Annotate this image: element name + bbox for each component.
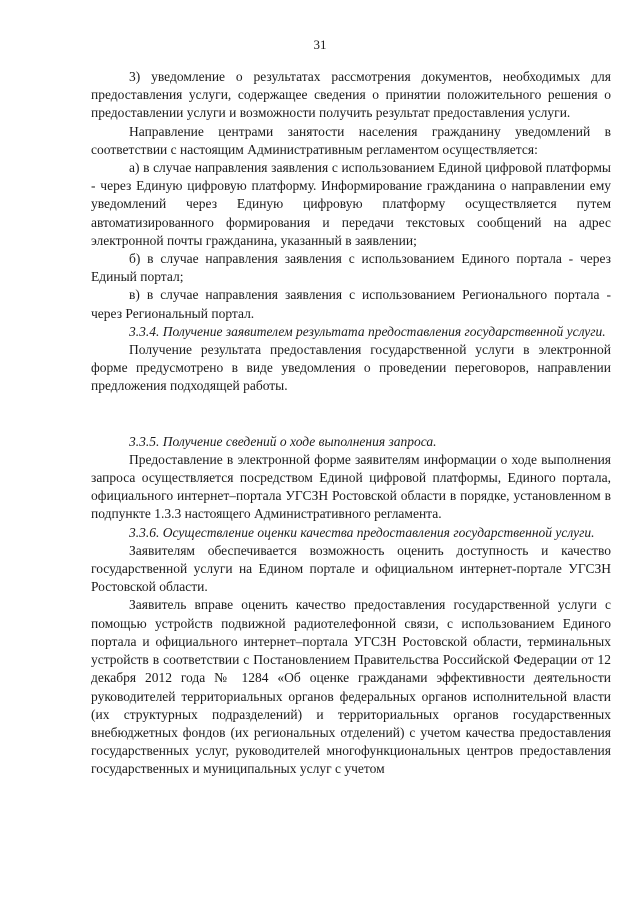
- paragraph-notification-item-3: 3) уведомление о результатах рассмотрения документов, необходимых для предоставления услуги, содержащее сведения о принятии положительного решения о предоставлении услуги и возможности получить результат предоставления услуги.: [91, 69, 611, 121]
- list-item-b: б) в случае направления заявления с использованием Единого портала - через Единый портал;: [91, 251, 611, 285]
- section-heading-3-3-4: 3.3.4. Получение заявителем результата предоставления государственной услуги.: [129, 323, 606, 339]
- document-body: [91, 68, 611, 779]
- paragraph-applicant-rights: Заявитель вправе оценить качество предоставления государственной услуги с помощью устройств подвижной радиотелефонной связи, с использованием Единого портала и официального интернет–портала УГСЗН Ростовской области, терминальных устройств в соответствии с Постановлением Правительства Российской Федерации от 12 декабря 2012 года № 1284 «Об оценке гражданами эффективности деятельности руководителей территориальных органов федеральных органов исполнительной власти (их структурных подразделений) и территориальных органов государственных внебюджетных фондов (их региональных отделений) с учетом качества предоставления государственных услуг, руководителей многофункциональных центров предоставления государственных и муниципальных услуг с учетом: [91, 597, 611, 777]
- page-number: 31: [313, 37, 327, 52]
- section-heading-3-3-5: 3.3.5. Получение сведений о ходе выполнения запроса.: [129, 433, 437, 449]
- list-item-c: в) в случае направления заявления с использованием Регионального портала - через Региональный портал.: [91, 287, 611, 321]
- paragraph-request-status: Предоставление в электронной форме заявителям информации о ходе выполнения запроса осуществляется посредством Единой цифровой платформы, Единого портала, официального интернет–портала УГСЗН Ростовской области в порядке, установленном в подпункте 1.3.3 настоящего Административного регламента.: [91, 451, 611, 522]
- section-spacer: [91, 396, 611, 433]
- section-heading-3-3-6: 3.3.6. Осуществление оценки качества предоставления государственной услуги.: [129, 524, 595, 540]
- paragraph-notification-delivery: Направление центрами занятости населения гражданину уведомлений в соответствии с настоящим Административным регламентом осуществляется:: [91, 123, 611, 157]
- paragraph-quality-assessment: Заявителям обеспечивается возможность оценить доступность и качество государственной услуги на Едином портале и официальном интернет-портале УГСЗН Ростовской области.: [91, 542, 611, 595]
- list-item-a: а) в случае направления заявления с использованием Единой цифровой платформы - через Единую цифровую платформу. Информирование гражданина о направлении ему уведомлений через Единую цифровую платформу осуществляется путем автоматизированного формирования и передачи текстовых сообщений на адрес электронной почты гражданина, указанный в заявлении;: [91, 160, 611, 248]
- paragraph-result-receipt: Получение результата предоставления государственной услуги в электронной форме предусмотрено в виде уведомления о проведении переговоров, направлении предложения подходящей работы.: [91, 342, 611, 394]
